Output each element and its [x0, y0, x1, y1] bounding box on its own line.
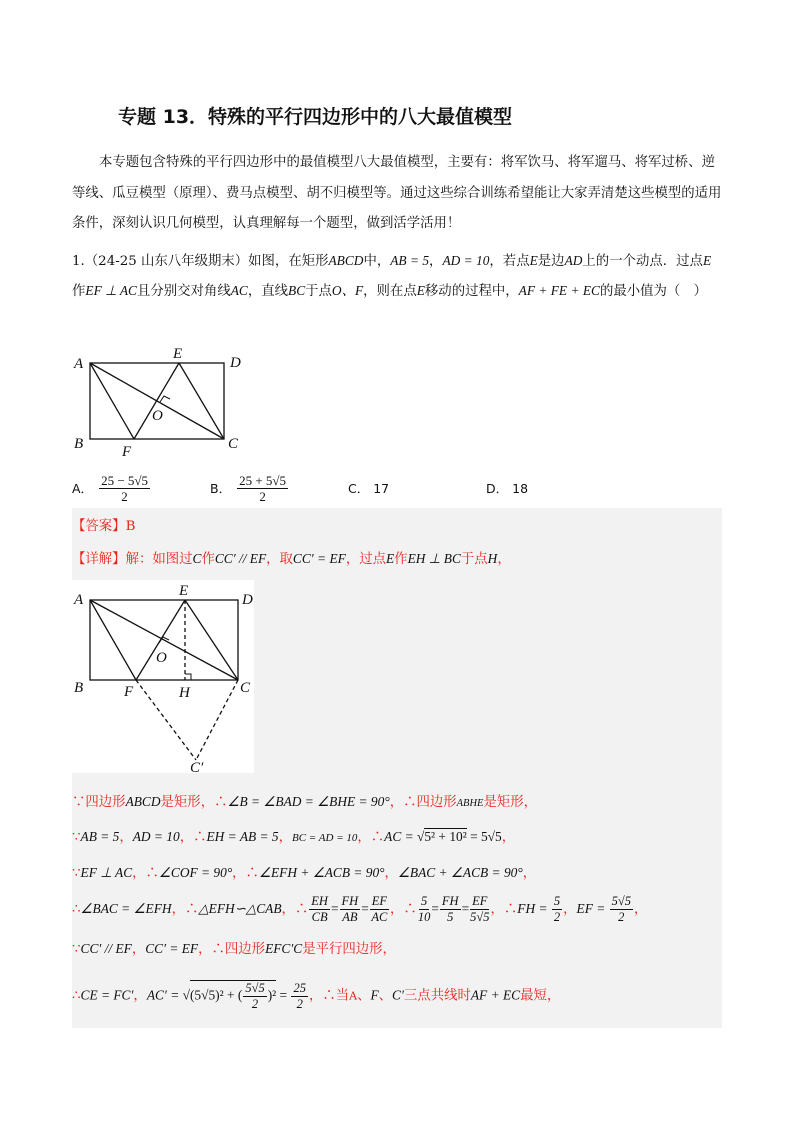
math: CE = FC′: [80, 987, 134, 1003]
choice-b-fraction: [237, 473, 288, 504]
math: AC′ =: [146, 987, 183, 1003]
fraction-numerator: 25: [293, 980, 306, 995]
step-text: ，∴: [179, 830, 207, 845]
answer-choices: [72, 468, 722, 508]
math: EF ⊥ AC: [80, 865, 133, 880]
choice-c-label: C．: [348, 481, 370, 496]
step-text: ，∴当: [308, 988, 350, 1004]
step-text: ∵: [72, 942, 81, 957]
fraction-denominator: 2: [553, 910, 561, 924]
choice-a-fraction: [99, 473, 150, 504]
fraction-denominator: 10: [417, 910, 431, 924]
math: CC′ // EF: [80, 941, 132, 956]
step-text: ，: [119, 830, 133, 845]
fraction-numerator: 25 + 5√5: [239, 472, 287, 488]
step-2: [72, 826, 515, 845]
math: ABHE: [456, 798, 484, 809]
label-e: E: [179, 583, 189, 599]
math: F: [370, 987, 379, 1003]
fraction-numerator: FH: [441, 894, 459, 908]
step-text: 最短，: [520, 988, 561, 1004]
fraction-denominator: AB: [342, 910, 358, 924]
page-title: 专题 13．特殊的平行四边形中的八大最值模型: [118, 106, 513, 128]
math: BC = AD = 10: [292, 832, 358, 844]
question-text: 如图，在矩形: [248, 254, 329, 269]
choice-c[interactable]: [348, 468, 389, 508]
math: △EFH∽△CAB: [198, 901, 282, 916]
math-of: O、F: [331, 283, 364, 298]
step-text: ，∴: [390, 902, 417, 917]
choice-d[interactable]: [486, 468, 528, 508]
step-text: ，: [522, 866, 537, 881]
fraction-numerator: 5: [420, 894, 428, 908]
detail-text: 作: [394, 552, 408, 567]
label-o: O: [156, 650, 167, 666]
step-text: 是平行四边形，: [302, 942, 396, 957]
fraction-denominator: 2: [251, 997, 259, 1011]
right-angle-mark-h: [185, 674, 191, 680]
step-text: 三点共线时: [403, 988, 471, 1004]
step-text: 是矩形，∴: [160, 795, 228, 810]
math: ∠BAC + ∠ACB = 90°: [397, 865, 523, 880]
question-text: ，若点: [489, 254, 530, 269]
fraction-numerator: 5√5: [245, 981, 265, 995]
choice-d-label: D．: [486, 481, 509, 496]
question-text: ，直线: [247, 284, 289, 299]
step-1: [72, 791, 537, 810]
fraction: [370, 894, 389, 925]
step-text: ，∴四边形: [198, 942, 266, 957]
segment-af: [90, 363, 134, 439]
math: C′: [392, 987, 404, 1003]
math-abcd: ABCD: [328, 253, 364, 268]
step-text: ∵四边形: [72, 795, 126, 810]
detail-text: ，过点: [345, 552, 386, 567]
step-text: 、: [378, 988, 393, 1004]
math: AC =: [384, 829, 417, 844]
math-e: E: [702, 253, 712, 268]
rectangle-figure-1: [72, 340, 272, 460]
sqrt-sign: √: [417, 829, 425, 844]
question-text: 且分别交对角线: [136, 284, 231, 299]
question-text: 移动的过程中，: [424, 284, 519, 299]
step-text: ，: [563, 902, 577, 917]
math-bc: BC: [288, 283, 306, 298]
step-text: ∴: [72, 902, 81, 917]
label-c-prime: C′: [190, 760, 204, 773]
step-text: A: [349, 989, 358, 1003]
step-text: ，∴: [132, 866, 159, 881]
label-a: A: [74, 592, 84, 608]
step-text: ∵: [72, 866, 81, 881]
math: EF =: [576, 901, 609, 916]
sqrt-content: [190, 980, 276, 1012]
math: EFC′C: [265, 941, 303, 956]
segment-ef: [134, 363, 179, 439]
detail-text: ，取: [266, 552, 293, 567]
math-ab: AB = 5: [390, 253, 430, 268]
question-text: 是边: [537, 254, 565, 269]
step-text: ，: [384, 866, 398, 881]
label-c: C: [240, 680, 251, 696]
math: AF + EC: [470, 987, 521, 1003]
label-c: C: [228, 436, 239, 452]
detail-text: 于点: [460, 552, 488, 567]
question-source: （24-25 山东八年级期末）: [84, 254, 249, 269]
fraction-denominator: AC: [371, 910, 388, 924]
detail-tag: 【详解】: [72, 552, 126, 567]
step-text: ，∴: [281, 902, 309, 917]
label-d: D: [230, 355, 241, 371]
step-4: ∴∠BAC = ∠EFH，∴△EFH∽△CAB，∴ $\frac{EH}{CB}$ = $\frac{FH}{AB}$ = $\frac{EF}{AC}$ ，∴ $\frac{5}{10}$ = $\frac{FH}{5}$ = $\frac{EF}{5√5}$ ，∴FH = $\frac{5}{2}$ ，EF = $\frac{5√5}{2}$ ，: [72, 894, 648, 924]
math: AB = 5: [80, 829, 120, 844]
step-5: [72, 938, 396, 957]
math: FH =: [517, 901, 551, 916]
math: AD = 10: [132, 829, 180, 844]
question-number: 1.: [72, 254, 85, 269]
math: =: [276, 987, 291, 1003]
diagonal-ac: [90, 600, 238, 680]
label-f: F: [122, 444, 132, 460]
step-text: ，: [501, 830, 516, 845]
math-eh-perp-bc: EH ⊥ BC: [407, 551, 461, 566]
question-text: 作: [72, 284, 86, 299]
rectangle-figure-2: [72, 580, 254, 773]
question-text: ，则在点: [363, 284, 417, 299]
label-o: O: [152, 408, 163, 424]
right-angle-mark: [160, 396, 170, 402]
step-text: ，∴: [171, 902, 199, 917]
label-f: F: [124, 684, 134, 700]
detail-text: 作: [201, 552, 215, 567]
step-text: ，: [131, 942, 146, 957]
math-ad: AD = 10: [442, 253, 490, 268]
detail-text: 解：如图过: [125, 552, 193, 567]
step-text: ，: [278, 830, 292, 845]
label-e: E: [173, 346, 183, 362]
intro-text: 本专题包含特殊的平行四边形中的最值模型八大最值模型，主要有：将军饮马、将军遛马、将军过桥、逆等线、瓜豆模型（原理）、费马点模型、胡不归模型等。通过这些综合训练希望能让大家弄清楚这些模型的适用条件，深刻认识几何模型，认真理解每一个题型，做到活学活用！: [72, 155, 722, 231]
step-text: 、: [357, 988, 371, 1004]
choice-a[interactable]: [72, 468, 150, 508]
math-e: E: [385, 551, 395, 566]
choice-a-label: A．: [72, 481, 94, 496]
step-text: ，: [633, 902, 648, 917]
segment-ec: [179, 363, 224, 439]
fraction: [243, 981, 266, 1012]
answer-line: [72, 515, 135, 534]
question-text: 上的一个动点．过点: [582, 254, 703, 269]
sqrt-content: 5² + 10²: [424, 829, 467, 844]
math-ef-perp-ac: EF ⊥ AC: [85, 283, 137, 298]
step-6: [72, 980, 560, 1012]
math-e: E: [416, 283, 425, 298]
choice-b[interactable]: [210, 468, 288, 508]
step-text: ∴: [72, 988, 81, 1004]
fraction: [610, 894, 633, 925]
math: ∠B = ∠BAD = ∠BHE = 90°: [227, 794, 390, 809]
fraction: [552, 894, 562, 925]
step-text: ，∴: [232, 866, 259, 881]
fraction-denominator: 2: [296, 996, 303, 1011]
math: (5√5)² + (: [189, 987, 243, 1003]
step-text: 是矩形，: [483, 795, 538, 810]
fraction-numerator: EF: [371, 894, 388, 908]
math-cc-parallel: CC′ // EF: [214, 551, 267, 566]
intro-paragraph: [72, 148, 722, 240]
fraction-numerator: 5√5: [611, 894, 631, 908]
fraction-denominator: 2: [121, 488, 128, 504]
math-ac: AC: [230, 283, 248, 298]
math-cc-equal: CC′ = EF: [292, 551, 346, 566]
answer-tag: 【答案】: [72, 519, 126, 534]
fraction-numerator: EF: [472, 894, 488, 908]
fraction: [309, 894, 330, 925]
math-expr: AF + FE + EC: [518, 283, 600, 298]
step-text: ∵: [72, 830, 81, 845]
math: ∠BAC = ∠EFH: [80, 901, 172, 916]
solution-box: [72, 508, 722, 1028]
fraction-numerator: 25 − 5√5: [101, 472, 149, 488]
math: ∠COF = 90°: [158, 865, 233, 880]
fraction-denominator: CB: [311, 910, 328, 924]
fraction-denominator: 2: [618, 910, 625, 924]
math-e: E: [529, 253, 538, 268]
math: CC′ = EF: [145, 941, 199, 956]
fraction-denominator: 5√5: [470, 910, 490, 924]
fraction: [418, 894, 431, 925]
question-text: 于点: [305, 284, 332, 299]
math-ad-seg: AD: [564, 253, 583, 268]
answer-value: B: [125, 519, 136, 534]
step-text: ，∴: [357, 830, 385, 845]
fraction-numerator: EH: [311, 894, 328, 908]
segment-cc2: [196, 680, 238, 760]
math: )²: [267, 987, 277, 1003]
fraction: [340, 894, 361, 925]
choice-d-value: 18: [512, 480, 529, 496]
math: ABCD: [125, 794, 161, 809]
sqrt-sign: √: [182, 987, 190, 1003]
step-text: ，∴: [490, 902, 518, 917]
detail-line: [72, 548, 511, 567]
label-a: A: [74, 356, 84, 372]
choice-b-label: B．: [210, 481, 232, 496]
step-text: ，: [133, 988, 147, 1004]
fraction: [291, 981, 308, 1012]
fraction-numerator: 5: [553, 894, 561, 908]
label-h: H: [179, 685, 190, 701]
fraction-denominator: 2: [259, 488, 266, 504]
label-d: D: [242, 592, 253, 608]
math-c: C: [192, 551, 202, 566]
fraction: [470, 894, 489, 925]
step-3: [72, 862, 536, 881]
math: ∠EFH + ∠ACB = 90°: [258, 865, 385, 880]
question-text: 中，: [363, 254, 391, 269]
math: = 5√5: [466, 829, 502, 844]
label-b: B: [74, 436, 84, 452]
detail-text: ，: [497, 552, 511, 567]
question-text: 的最小值为（ ）: [599, 284, 708, 299]
fraction-numerator: FH: [341, 894, 359, 908]
choice-c-value: 17: [373, 480, 390, 496]
fraction-denominator: 5: [447, 910, 454, 924]
label-b: B: [74, 680, 84, 696]
fraction: [440, 894, 461, 925]
step-text: ，∴四边形: [389, 795, 457, 810]
math-h: H: [487, 551, 498, 566]
segment-ec: [185, 600, 238, 680]
math: EH = AB = 5: [206, 829, 279, 844]
question-1: 1.（24-25 山东八年级期末）如图，在矩形ABCD中，AB = 5，AD = 10，若点E是边AD上的一个动点．过点E作EF ⊥ AC且分别交对角线AC，直线BC于点O、F，则在点E移动的过程中，AF + FE + EC的最小值为（ ）: [72, 253, 712, 299]
